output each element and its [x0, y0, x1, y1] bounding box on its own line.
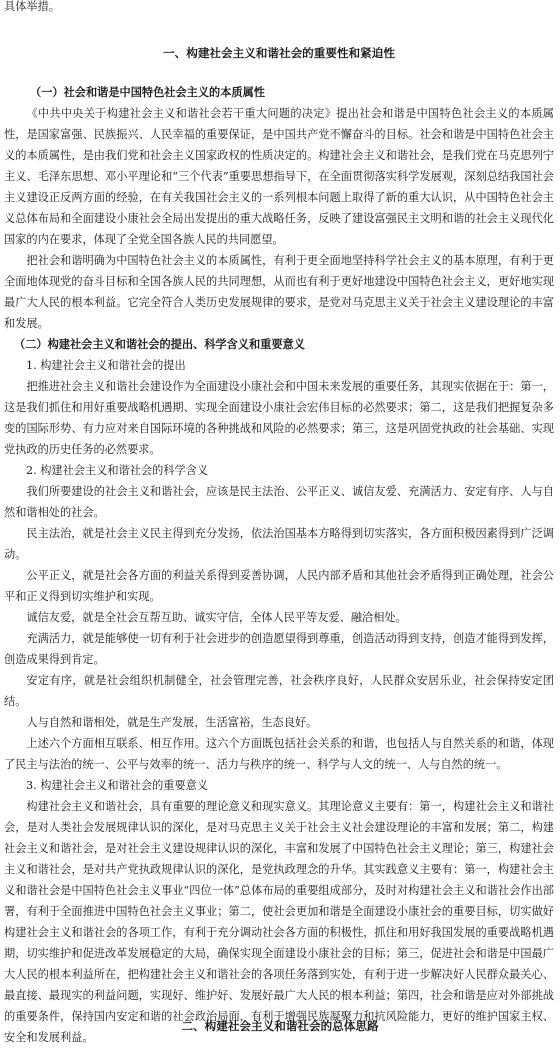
body-paragraph: 《中共中央关于构建社会主义和谐社会若干重大问题的决定》提出社会和谐是中国特色社会主义的本质属性，是国家富强、民族振兴、人民幸福的重要保证，是中国共产党不懈奋斗的目标。社会和谐是中国特色社会主义的本质属性，是由我们党和社会主义国家政权的性质决定的。构建社会主义和谐社会，是我们党在马克思列宁主义、毛泽东思想、邓小平理论和“三个代表”重要思想指导下，在全面贯彻落实科学发展观，深刻总结我国社会主义建设正反两方面的经验，在有关我国社会主义的一系列根本问题上取得了新的重大认识，从中国特色社会主义总体布局和全面建设小康社会全局出发提出的重大战略任务，反映了建设富强民主文明和谐的社会主义现代化国家的内在要求，体现了全党全国各族人民的共同愿望。: [4, 107, 554, 246]
section-heading-2: 二、构建社会主义和谐社会的总体思路: [181, 1019, 379, 1033]
item-heading-3: 3. 构建社会主义和谐社会的重要意义: [26, 779, 209, 792]
body-paragraph: 人与自然和谐相处，就是生产发展，生活富裕，生态良好。: [26, 716, 318, 729]
carryover-text: 具体举措。: [4, 0, 60, 13]
body-paragraph: 诚信友爱，就是全社会互帮互助、诚实守信，全体人民平等友爱、融洽相处。: [26, 611, 407, 624]
item-heading-1: 1. 构建社会主义和谐社会的提出: [26, 359, 186, 372]
body-paragraph: 我们所要建设的社会主义和谐社会，应该是民主法治、公平正义、诚信友爱、充满活力、安定有序、人与自然和谐相处的社会。: [4, 485, 554, 519]
body-paragraph: 安定有序，就是社会组织机制健全，社会管理完善，社会秩序良好，人民群众安居乐业，社会保持安定团结。: [4, 674, 554, 708]
body-paragraph: 把社会和谐明确为中国特色社会主义的本质属性，有利于更全面地坚持科学社会主义的基本原理，有利于更全面地体现党的奋斗目标和全国各族人民的共同理想，从而也有利于更好地建设中国特色社会主义，更好地实现最广大人民的根本利益。它完全符合人类历史发展规律的要求，是党对马克思主义关于社会主义建设理论的丰富和发展。: [4, 254, 554, 330]
item-heading-2: 2. 构建社会主义和谐社会的科学含义: [26, 464, 209, 477]
body-paragraph: 民主法治，就是社会主义民主得到充分发扬，依法治国基本方略得到切实落实，各方面积极因素得到广泛调动。: [4, 527, 554, 561]
body-paragraph: 充满活力，就是能够使一切有利于社会进步的创造愿望得到尊重，创造活动得到支持，创造才能得到发挥，创造成果得到肯定。: [4, 632, 554, 666]
section-heading-1: 一、构建社会主义和谐社会的重要性和紧迫性: [163, 46, 395, 60]
body-paragraph: 把推进社会主义和谐社会建设作为全面建设小康社会和中国未来发展的重要任务，其现实依据在于：第一，这是我们抓住和用好重要战略机遇期、实现全面建设小康社会宏伟目标的必然要求；第二，这是我们把握复杂多变的国际形势、有力应对来自国际环境的各种挑战和风险的必然要求；第三，这是巩固党执政的社会基础、实现党执政的历史任务的必然要求。: [4, 380, 554, 456]
body-paragraph: 公平正义，就是社会各方面的利益关系得到妥善协调，人民内部矛盾和其他社会矛盾得到正确处理，社会公平和正义得到切实维护和实现。: [4, 569, 554, 603]
body-paragraph: 构建社会主义和谐社会，具有重要的理论意义和现实意义。其理论意义主要有：第一，构建社会主义和谐社会，是对人类社会发展规律认识的深化，是对马克思主义关于社会主义社会建设理论的丰富和发展；第二，构建社会主义和谐社会，是对社会主义建设规律认识的深化，丰富和发展了中国特色社会主义理论；第三，构建社会主义和谐社会，是对共产党执政规律认识的深化，是党执政理念的升华。其实践意义主要有：第一，构建社会主义和谐社会是中国特色社会主义事业“四位一体”总体布局的重要组成部分，及时对构建社会主义和谐社会作出部署，有利于全面推进中国特色社会主义事业；第二，使社会更加和谐是全面建设小康社会的重要目标，切实做好构建社会主义和谐社会的各项工作，有利于充分调动社会各方面的积极性，抓住和用好我国发展的重要战略机遇期，切实维护和促进改革发展稳定的大局，确保实现全面建设小康社会的目标；第三，促进社会和谐是中国最广大人民的根本利益所在，把构建社会主义和谐社会的各项任务落到实处，有利于进一步解决好人民群众最关心、最直接、最现实的利益问题，实现好、维护好、发展好最广大人民的根本利益；第四，社会和谐是应对外部挑战的重要条件，保持国内安定和谐的社会政治局面，有利于增强民族凝聚力和抗风险能力，更好的维护国家主权、安全和发展利益。: [4, 800, 554, 1044]
subsection-heading-1: （一）社会和谐是中国特色社会主义的本质属性: [30, 86, 265, 99]
body-paragraph: 上述六个方面相互联系、相互作用。这六个方面既包括社会关系的和谐，也包括人与自然关系的和谐，体现了民主与法治的统一、公平与效率的统一、活力与秩序的统一、科学与人文的统一、人与自然的统一。: [4, 737, 554, 771]
subsection-heading-2: （二）构建社会主义和谐社会的提出、科学含义和重要意义: [14, 338, 305, 351]
